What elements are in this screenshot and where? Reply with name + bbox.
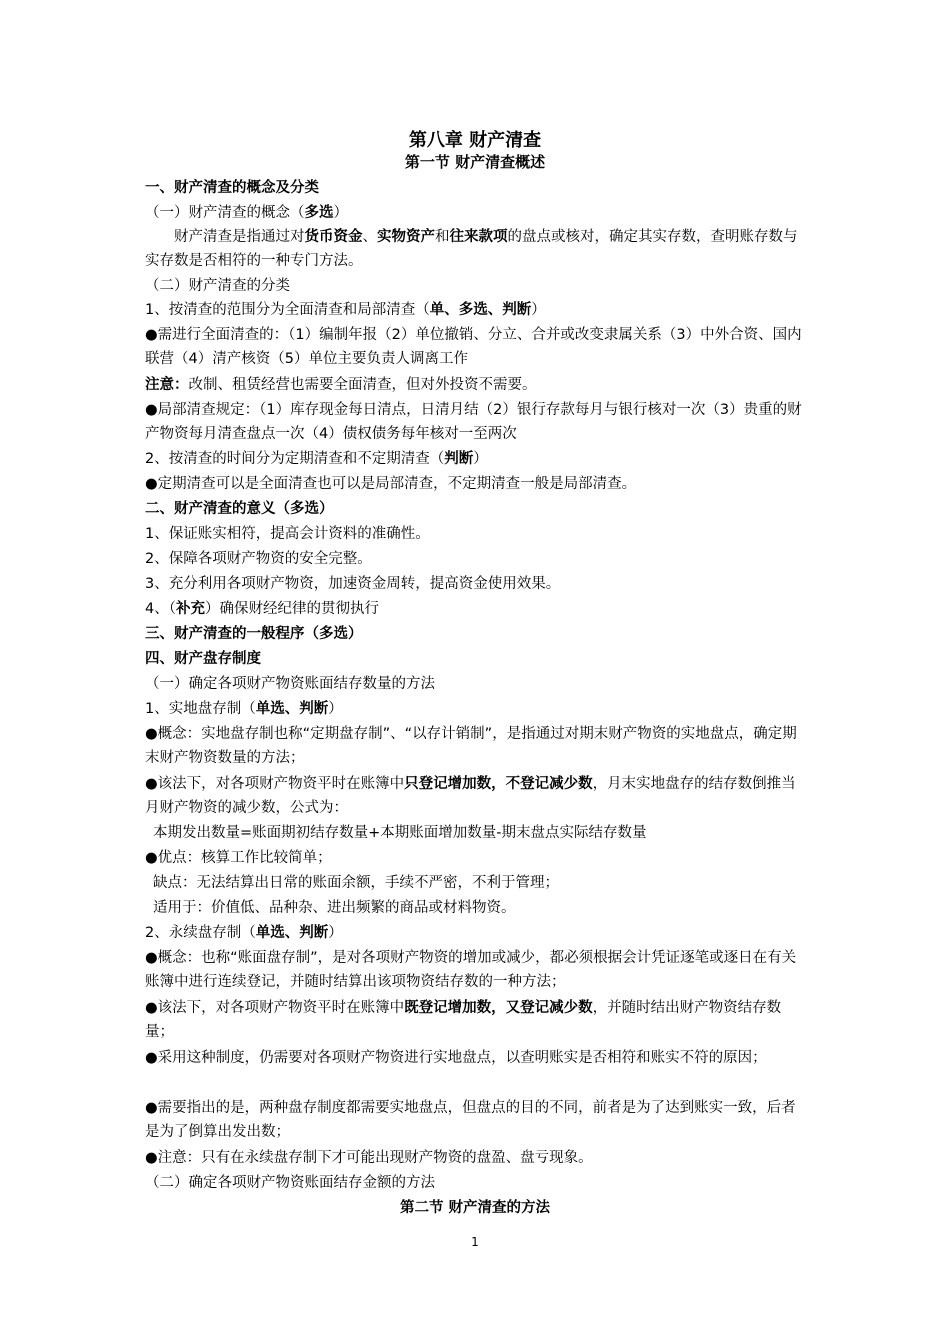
- bold-text: 注意：: [145, 377, 189, 393]
- text: ）: [328, 925, 343, 941]
- text: 2、按清查的时间分为定期清查和不定期清查（: [145, 451, 445, 467]
- bold-text: 补充: [175, 601, 205, 617]
- text: （一）财产清查的概念（: [145, 205, 305, 221]
- bold-text: 单、多选、判断: [429, 302, 532, 318]
- text: ）确保财经纪律的贯彻执行: [204, 601, 379, 617]
- list-item: [145, 598, 810, 620]
- subheading-quantity-method: （一）确定各项财产物资账面结存数量的方法: [145, 676, 435, 692]
- bold-text: 只登记增加数，不登记减少数: [404, 776, 593, 792]
- list-item-physical-inventory: [145, 698, 810, 720]
- chapter-title: 第八章 财产清查: [408, 130, 542, 151]
- text: 1、按清查的范围分为全面清查和局部清查（: [145, 302, 430, 318]
- subheading-amount-method: （二）确定各项财产物资账面结存金额的方法: [145, 1175, 435, 1191]
- section-title: 第二节 财产清查的方法: [399, 1200, 551, 1216]
- bullet-partial-inventory: ●局部清查规定：（1）库存现金每日清点，日清月结（2）银行存款每月与银行核对一次（3）贵重的财产物资每月清查盘点一次（4）债权债务每年核对一至两次: [145, 402, 802, 442]
- bullet-concept: ●概念：实地盘存制也称“定期盘存制”、“以存计销制”，是指通过对期末财产物资的实地盘点，确定期末财产物资数量的方法；: [145, 726, 797, 766]
- bold-text: 判断: [444, 451, 474, 467]
- subheading-classification: （二）财产清查的分类: [145, 278, 290, 294]
- page-number: 1: [471, 1235, 479, 1249]
- bold-text: 实物资产: [377, 229, 435, 245]
- text: 1、实地盘存制（: [145, 701, 256, 717]
- section-title: 第一节 财产清查概述: [404, 153, 546, 171]
- list-item: 2、保障各项财产物资的安全完整。: [145, 551, 372, 567]
- text: ）: [328, 701, 343, 717]
- text: ●该法下，对各项财产物资平时在账簿中: [145, 776, 405, 792]
- bold-text: 多选: [304, 205, 334, 221]
- bullet-advantages: ●优点：核算工作比较简单；: [145, 850, 332, 866]
- disadvantages: 缺点：无法结算出日常的账面余额，手续不严密，不利于管理；: [153, 875, 559, 891]
- bullet-periodic: ●定期清查可以是全面清查也可以是局部清查，不定期清查一般是局部清查。: [145, 476, 637, 492]
- text: ●该法下，对各项财产物资平时在账簿中: [145, 1000, 405, 1016]
- text: ，并随时结出财产物资结存数量；: [145, 1000, 782, 1040]
- text: 2、永续盘存制（: [145, 925, 256, 941]
- bold-text: 单选、判断: [255, 701, 329, 717]
- list-item-time: [145, 448, 810, 470]
- text: 、: [362, 229, 377, 245]
- bullet-note: ●注意：只有在永续盘存制下才可能出现财产物资的盘盈、盘亏现象。: [145, 1150, 593, 1166]
- bullet-full-inventory: ●需进行全面清查的：（1）编制年报（2）单位撤销、分立、合并或改变隶属关系（3）中外合资、国内联营（4）清产核资（5）单位主要负责人调离工作: [145, 327, 802, 367]
- bold-text: 单选、判断: [255, 925, 329, 941]
- bullet-method: [145, 772, 810, 820]
- text: 4、（: [145, 601, 176, 617]
- text: 改制、租赁经营也需要全面清查，但对外投资不需要。: [188, 377, 537, 393]
- bold-text: 往来款项: [449, 229, 508, 245]
- bullet-concept: ●概念：也称“账面盘存制”，是对各项财产物资的增加或减少，都必须根据会计凭证逐笔或逐日在有关账簿中进行连续登记，并随时结算出该项物资结存数的一种方法；: [145, 950, 797, 990]
- applicability: 适用于：价值低、品种杂、进出频繁的商品或材料物资。: [153, 900, 516, 916]
- text: 财产清查是指通过对: [174, 229, 305, 245]
- heading-inventory-system: 四、财产盘存制度: [145, 651, 261, 667]
- text: ）: [473, 451, 488, 467]
- text: ，月末实地盘存的结存数倒推当月财产物资的减少数，公式为：: [145, 776, 796, 816]
- list-item-perpetual-inventory: [145, 922, 810, 944]
- bold-text: 货币资金: [304, 229, 363, 245]
- subheading-concept: [145, 202, 810, 224]
- text: 和: [435, 229, 450, 245]
- bullet-method: [145, 996, 810, 1044]
- heading-significance: 二、财产清查的意义（多选）: [145, 501, 334, 517]
- bullet-comparison: ●需要指出的是，两种盘存制度都需要实地盘点，但盘点的目的不同，前者是为了达到账实一致，后者是为了倒算出发出数；: [145, 1100, 796, 1140]
- note-line: [145, 374, 810, 396]
- list-item: 1、保证账实相符，提高会计资料的准确性。: [145, 526, 430, 542]
- list-item-scope: [145, 299, 810, 321]
- text: ）: [531, 302, 546, 318]
- paragraph-definition: [145, 225, 810, 273]
- bullet-physical-check: ●采用这种制度，仍需要对各项财产物资进行实地盘点，以查明账实是否相符和账实不符的原因；: [145, 1050, 767, 1066]
- heading-concept-classification: 一、财产清查的概念及分类: [145, 180, 319, 196]
- bold-text: 既登记增加数，又登记减少数: [404, 1000, 593, 1016]
- heading-procedure: 三、财产清查的一般程序（多选）: [145, 626, 363, 642]
- formula: 本期发出数量=账面期初结存数量+本期账面增加数量-期末盘点实际结存数量: [153, 825, 647, 841]
- list-item: 3、充分利用各项财产物资，加速资金周转，提高资金使用效果。: [145, 576, 561, 592]
- text: ）: [333, 205, 348, 221]
- text: 的盘点或核对，确定其实存数，查明账存数与实存数是否相符的一种专门方法。: [145, 229, 798, 269]
